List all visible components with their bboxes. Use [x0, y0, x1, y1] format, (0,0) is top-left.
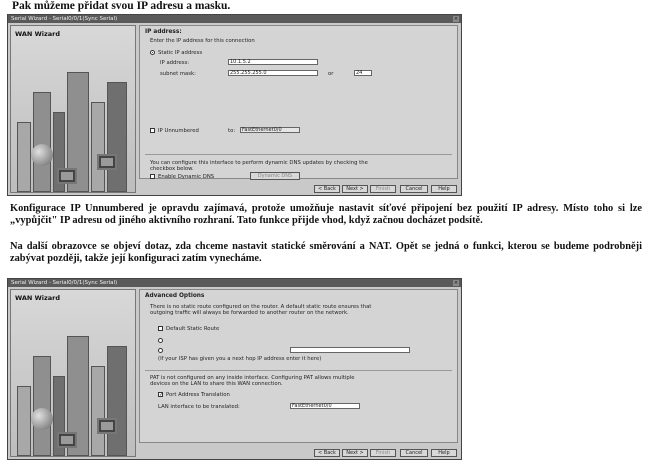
instruction-text: Enter the IP address for this connection	[150, 38, 255, 44]
building-illustration	[17, 122, 31, 192]
to-label: to:	[228, 128, 236, 134]
back-button[interactable]: < Back	[314, 185, 340, 193]
port-address-translation-checkbox[interactable]: ✓	[159, 392, 164, 398]
help-button[interactable]: Help	[431, 449, 457, 457]
building-illustration	[33, 356, 51, 456]
ip-unnumbered-checkbox[interactable]	[150, 128, 155, 133]
nat-info-text: devices on the LAN to share this WAN connection.	[150, 381, 283, 387]
wan-wizard-advanced-window	[7, 278, 462, 460]
nat-info-text: PAT is not configured on any inside interface. Configuring PAT allows multiple	[150, 375, 355, 381]
static-ip-radio[interactable]	[150, 50, 155, 55]
lan-interface-select[interactable]: FastEthernet0/0	[290, 403, 360, 409]
back-button[interactable]: < Back	[314, 449, 340, 457]
next-button[interactable]: Next >	[342, 449, 368, 457]
window-title: Serial Wizard - Serial0/0/1(Sync Serial)	[11, 16, 118, 22]
ip-address-panel	[139, 25, 458, 179]
divider	[145, 370, 452, 371]
building-illustration	[107, 82, 127, 192]
paragraph-static-route-nat: Na další obrazovce se objeví dotaz, zda chceme nastavit statické směrování a NAT. Opět se jedná o funkci, kterou se budeme podrobněji zabývat později, takže její konfiguraci zatím vynecháme.	[10, 241, 642, 264]
static-route-info-text: There is no static route configured on the router. A default static route ensures that	[150, 304, 372, 310]
paragraph-ip-unnumbered: Konfigurace IP Unnumbered je opravdu zajímavá, protože umožňuje nastavit síťové připojení bez použití IP adresy. Místo toho si lze „vypůjčit" IP adresu od jiného aktivního rozhraní. Tato funkce přijde vhod, když začnou docházet podsítě.	[10, 203, 642, 226]
wizard-label: WAN Wizard	[15, 294, 61, 302]
ip-unnumbered-label: IP Unnumbered	[158, 128, 199, 134]
static-route-info-text: outgoing traffic will always be forwarded to another router on the network.	[150, 310, 349, 316]
dns-info-text: You can configure this interface to perform dynamic DNS updates by checking the	[150, 160, 368, 166]
default-static-route-checkbox[interactable]	[158, 326, 163, 331]
building-illustration	[91, 102, 105, 192]
cancel-button[interactable]: Cancel	[400, 449, 428, 457]
globe-illustration	[31, 144, 53, 166]
window-title-bar	[8, 15, 461, 23]
lan-interface-label: LAN interface to be translated:	[158, 404, 240, 410]
building-illustration	[33, 92, 51, 192]
globe-illustration	[31, 408, 53, 430]
subnet-mask-label: subnet mask:	[160, 71, 196, 77]
subnet-bits-field[interactable]: 24	[354, 70, 372, 76]
building-illustration	[91, 366, 105, 456]
window-title: Serial Wizard - Serial0/0/1(Sync Serial)	[11, 280, 118, 286]
wizard-illustration	[10, 289, 136, 457]
ip-address-field[interactable]: 10.1.5.2	[228, 59, 318, 65]
section-title: IP address:	[145, 29, 182, 35]
divider	[145, 154, 452, 155]
next-hop-hint: (If your ISP has given you a next hop IP address enter it here)	[158, 356, 322, 362]
cancel-button[interactable]: Cancel	[400, 185, 428, 193]
or-label: or	[328, 71, 334, 77]
close-icon[interactable]: ×	[453, 280, 459, 286]
subnet-mask-field[interactable]: 255.255.255.0	[228, 70, 318, 76]
use-interface-radio[interactable]	[158, 338, 163, 343]
finish-button[interactable]: Finish	[370, 185, 396, 193]
monitor-illustration	[57, 168, 77, 184]
help-button[interactable]: Help	[431, 185, 457, 193]
window-title-bar	[8, 279, 461, 287]
dynamic-dns-label: Enable Dynamic DNS	[158, 174, 215, 180]
wizard-illustration	[10, 25, 136, 193]
wan-wizard-ip-window	[7, 14, 462, 196]
advanced-options-panel	[139, 289, 458, 443]
wizard-label: WAN Wizard	[15, 30, 61, 38]
next-hop-radio[interactable]	[158, 348, 163, 353]
dynamic-dns-button[interactable]: Dynamic DNS	[250, 172, 300, 180]
unnumbered-interface-select[interactable]: FastEthernet0/0	[240, 127, 300, 133]
default-static-route-label: Default Static Route	[166, 326, 220, 332]
monitor-illustration	[97, 154, 117, 170]
intro-heading: Pak můžeme přidat svou IP adresu a masku.	[12, 0, 231, 12]
port-address-translation-label: Port Address Translation	[166, 392, 230, 398]
static-ip-label: Static IP address	[158, 50, 203, 56]
building-illustration	[107, 346, 127, 456]
dns-info-text: checkbox below.	[150, 166, 194, 172]
section-title: Advanced Options	[145, 293, 205, 299]
finish-button[interactable]: Finish	[370, 449, 396, 457]
next-button[interactable]: Next >	[342, 185, 368, 193]
building-illustration	[17, 386, 31, 456]
next-hop-ip-field[interactable]	[290, 347, 410, 353]
close-icon[interactable]: ×	[453, 16, 459, 22]
monitor-illustration	[97, 418, 117, 434]
dynamic-dns-checkbox[interactable]	[150, 174, 155, 179]
ip-address-label: IP address:	[160, 60, 190, 66]
monitor-illustration	[57, 432, 77, 448]
